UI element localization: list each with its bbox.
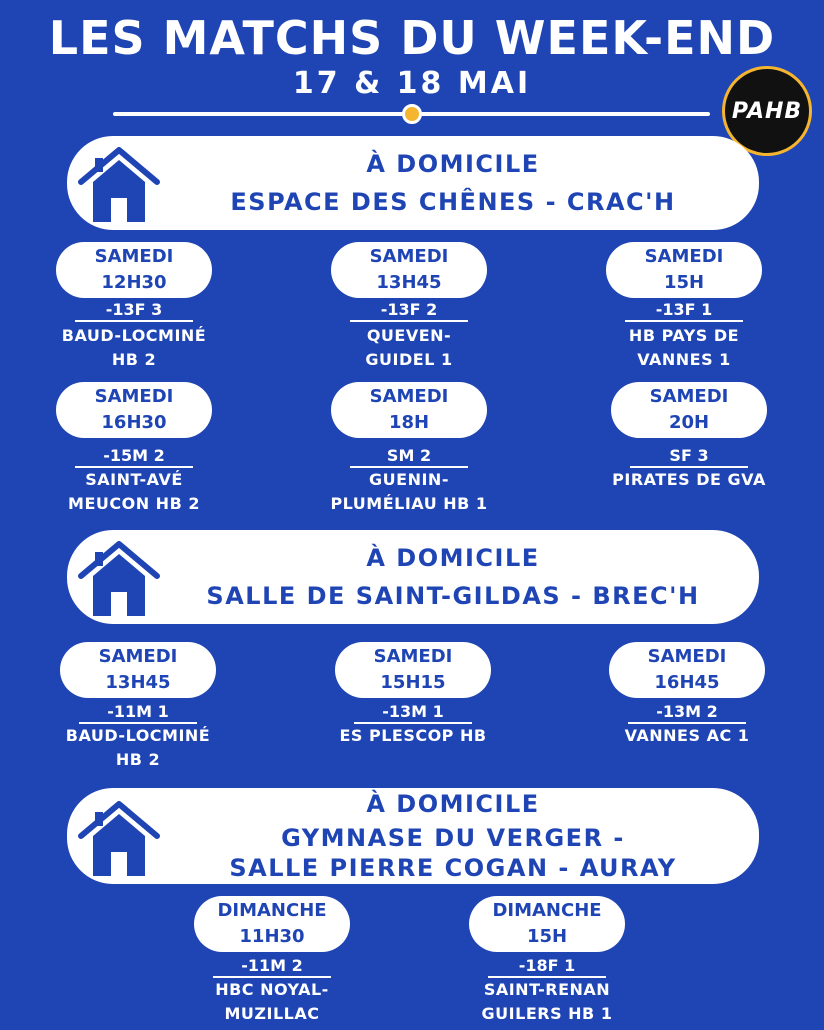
match-time: 12H30 [101, 272, 167, 293]
match-opponent: SAINT-RENAN GUILERS HB 1 [481, 980, 613, 1023]
venue-name: GYMNASE DU VERGER - [281, 824, 625, 852]
match-team: -13M 1 [382, 702, 444, 721]
match-opponent: HB PAYS DE VANNES 1 [628, 326, 740, 369]
match-opponent: VANNES AC 1 [624, 726, 750, 745]
match-team: -11M 1 [107, 702, 169, 721]
venue-label: À DOMICILE [366, 544, 540, 572]
match-time: 16H45 [654, 672, 720, 693]
match-pill [609, 642, 765, 698]
venue-card-crach [67, 136, 759, 230]
match-team: -18F 1 [518, 956, 576, 975]
match-pill [606, 242, 762, 298]
match-time: 18H [388, 412, 430, 433]
match-opponent: SAINT-AVÉ MEUCON HB 2 [68, 470, 200, 513]
match-pill [331, 382, 487, 438]
venue-name: ESPACE DES CHÊNES - CRAC'H [230, 188, 676, 216]
match-time: 15H [526, 926, 568, 947]
match-day: SAMEDI [369, 386, 449, 407]
venue-name: SALLE DE SAINT-GILDAS - BREC'H [206, 582, 700, 610]
match-day: SAMEDI [94, 246, 174, 267]
house-icon [77, 142, 161, 226]
match-time: 13H45 [376, 272, 442, 293]
match-opponent: HBC NOYAL- MUZILLAC [215, 980, 329, 1023]
match-day: DIMANCHE [217, 900, 327, 921]
page-dates: 17 & 18 MAI [292, 66, 532, 101]
match-pill [611, 382, 767, 438]
match-pill [194, 896, 350, 952]
match-day: DIMANCHE [492, 900, 602, 921]
match-pill [331, 242, 487, 298]
venue-label: À DOMICILE [366, 790, 540, 818]
venue-name-line2: SALLE PIERRE COGAN - AURAY [229, 854, 677, 882]
club-logo-text: PAHB [731, 98, 803, 124]
match-team: -13F 1 [655, 300, 713, 319]
match-team: SM 2 [386, 446, 432, 465]
match-opponent: GUENIN- PLUMÉLIAU HB 1 [330, 470, 488, 513]
match-team: -11M 2 [241, 956, 303, 975]
match-opponent: PIRATES DE GVA [612, 470, 766, 489]
match-team: -15M 2 [103, 446, 165, 465]
match-team: -13F 3 [105, 300, 163, 319]
match-time: 16H30 [101, 412, 167, 433]
match-day: SAMEDI [98, 646, 178, 667]
divider-dot [402, 104, 422, 124]
match-day: SAMEDI [94, 386, 174, 407]
match-separator [625, 320, 743, 322]
match-team: SF 3 [669, 446, 709, 465]
match-opponent: BAUD-LOCMINÉ HB 2 [65, 726, 211, 769]
venue-card-auray [67, 788, 759, 884]
house-icon [77, 536, 161, 620]
match-opponent: ES PLESCOP HB [339, 726, 487, 745]
match-team: -13F 2 [380, 300, 438, 319]
match-opponent: BAUD-LOCMINÉ HB 2 [61, 326, 207, 369]
match-pill [56, 242, 212, 298]
match-time: 13H45 [105, 672, 171, 693]
match-time: 15H15 [380, 672, 446, 693]
match-day: SAMEDI [649, 386, 729, 407]
match-separator [350, 320, 468, 322]
house-icon [77, 796, 161, 880]
venue-label: À DOMICILE [366, 150, 540, 178]
match-time: 15H [663, 272, 705, 293]
page-title: LES MATCHS DU WEEK-END [48, 11, 776, 65]
match-pill [335, 642, 491, 698]
match-day: SAMEDI [647, 646, 727, 667]
match-time: 20H [668, 412, 710, 433]
match-opponent: QUEVEN- GUIDEL 1 [365, 326, 453, 369]
match-pill [60, 642, 216, 698]
match-time: 11H30 [239, 926, 305, 947]
venue-card-brech [67, 530, 759, 624]
match-team: -13M 2 [656, 702, 718, 721]
match-separator [75, 320, 193, 322]
match-pill [469, 896, 625, 952]
match-day: SAMEDI [373, 646, 453, 667]
match-pill [56, 382, 212, 438]
match-day: SAMEDI [644, 246, 724, 267]
match-day: SAMEDI [369, 246, 449, 267]
